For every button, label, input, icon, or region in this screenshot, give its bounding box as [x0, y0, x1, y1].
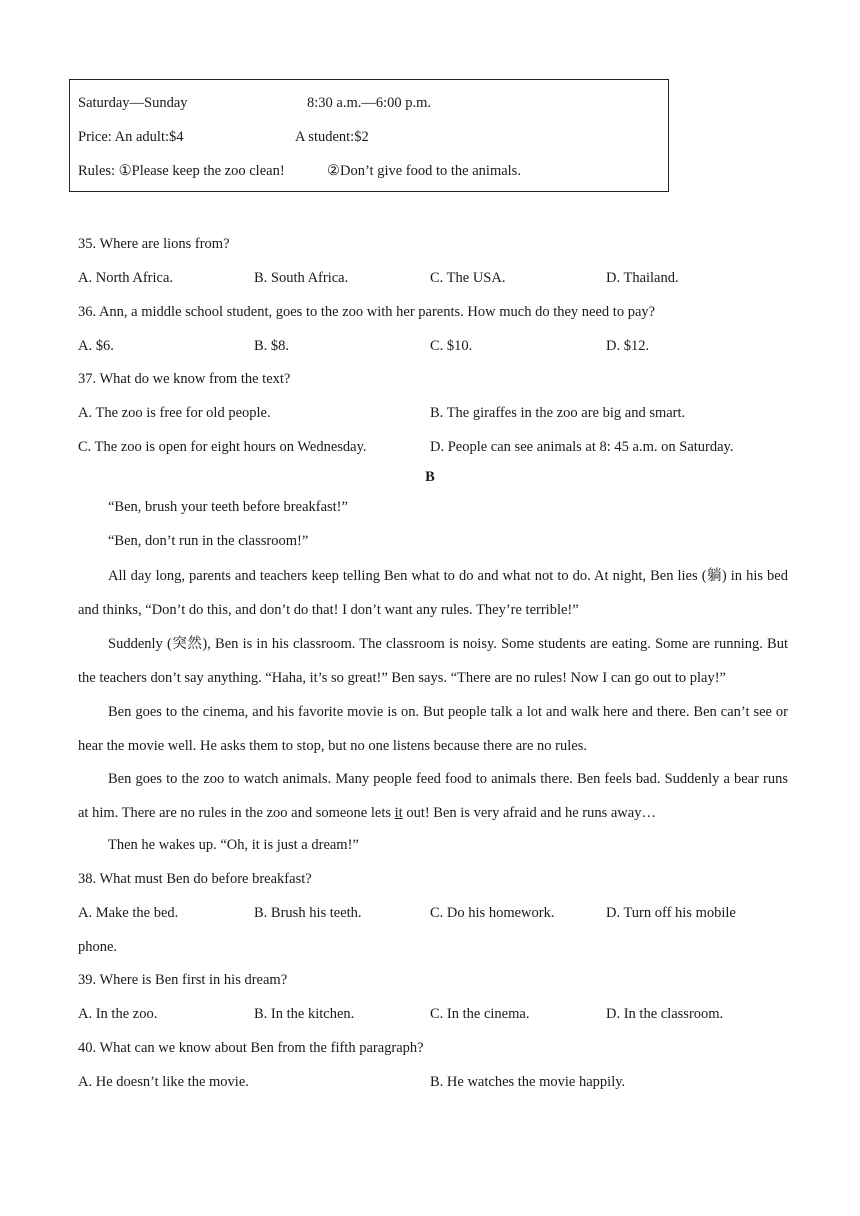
paragraph-6-text-a: Ben goes to the zoo to watch animals. Many people feed food to animals there. Ben feels bad. Suddenly a bear runs at him. There are no rules in the zoo and someone lets: [78, 771, 788, 821]
q38-option-c[interactable]: C. Do his homework.: [430, 905, 555, 921]
passage-paragraph-7: Then he wakes up. “Oh, it is just a dream!”: [108, 837, 359, 853]
passage-paragraph-3: All day long, parents and teachers keep telling Ben what to do and what not to do. At night, Ben lies (躺) in his bed and thinks, “Don’t do this, and don’t do that! I don’t want any rules. They’re terrible!”: [78, 568, 788, 618]
q38-option-d[interactable]: D. Turn off his mobile: [606, 905, 736, 921]
q35-option-a[interactable]: A. North Africa.: [78, 270, 174, 286]
passage-paragraph-4: Suddenly (突然), Ben is in his classroom. The classroom is noisy. Some students are eating. Some are running. But the teachers don’t say anything. “Haha, it’s so great!” Ben says. “There are no rules! Now I can go out to play!”: [78, 636, 788, 686]
q36-option-d[interactable]: D. $12.: [606, 338, 650, 354]
q40-option-b[interactable]: B. He watches the movie happily.: [430, 1074, 626, 1090]
q38-option-d-continuation: phone.: [78, 939, 118, 955]
passage-paragraph-5: Ben goes to the cinema, and his favorite movie is on. But people talk a lot and walk here and there. Ben can’t see or hear the movie well. He asks them to stop, but no one listens because there are no rules.: [78, 704, 788, 754]
q39-option-c[interactable]: C. In the cinema.: [430, 1006, 530, 1022]
rule-2: ②Don’t give food to the animals.: [327, 163, 521, 179]
zoo-days: Saturday—Sunday: [78, 95, 188, 111]
question-35: 35. Where are lions from?: [78, 236, 230, 252]
section-b-heading: B: [425, 469, 435, 485]
q40-option-a[interactable]: A. He doesn’t like the movie.: [78, 1074, 249, 1090]
question-40: 40. What can we know about Ben from the fifth paragraph?: [78, 1040, 424, 1056]
question-36: 36. Ann, a middle school student, goes to the zoo with her parents. How much do they need to pay?: [78, 304, 656, 320]
passage-paragraph-1: “Ben, brush your teeth before breakfast!”: [108, 499, 348, 515]
question-38: 38. What must Ben do before breakfast?: [78, 871, 312, 887]
question-37: 37. What do we know from the text?: [78, 371, 291, 387]
question-39: 39. Where is Ben first in his dream?: [78, 972, 288, 988]
q37-option-d[interactable]: D. People can see animals at 8: 45 a.m. on Saturday.: [430, 439, 734, 455]
q35-option-b[interactable]: B. South Africa.: [254, 270, 349, 286]
q35-option-d[interactable]: D. Thailand.: [606, 270, 679, 286]
q36-option-b[interactable]: B. $8.: [254, 338, 290, 354]
paragraph-6-text-b: out! Ben is very afraid and he runs away…: [402, 805, 656, 821]
q37-option-a[interactable]: A. The zoo is free for old people.: [78, 405, 271, 421]
price-student: A student:$2: [295, 129, 369, 145]
price-adult: Price: An adult:$4: [78, 129, 184, 145]
q37-option-c[interactable]: C. The zoo is open for eight hours on Wednesday.: [78, 439, 367, 455]
q38-option-b[interactable]: B. Brush his teeth.: [254, 905, 362, 921]
passage-paragraph-6: [78, 762, 788, 830]
zoo-info-box: [69, 79, 669, 192]
q39-option-b[interactable]: B. In the kitchen.: [254, 1006, 355, 1022]
rule-1: Rules: ①Please keep the zoo clean!: [78, 163, 285, 179]
q38-option-a[interactable]: A. Make the bed.: [78, 905, 179, 921]
q37-option-b[interactable]: B. The giraffes in the zoo are big and smart.: [430, 405, 686, 421]
q39-option-a[interactable]: A. In the zoo.: [78, 1006, 158, 1022]
q35-option-c[interactable]: C. The USA.: [430, 270, 506, 286]
passage-paragraph-2: “Ben, don’t run in the classroom!”: [108, 533, 309, 549]
q36-option-a[interactable]: A. $6.: [78, 338, 114, 354]
underlined-word-it: it: [394, 805, 403, 821]
zoo-hours: 8:30 a.m.—6:00 p.m.: [307, 95, 432, 111]
q39-option-d[interactable]: D. In the classroom.: [606, 1006, 724, 1022]
q36-option-c[interactable]: C. $10.: [430, 338, 473, 354]
